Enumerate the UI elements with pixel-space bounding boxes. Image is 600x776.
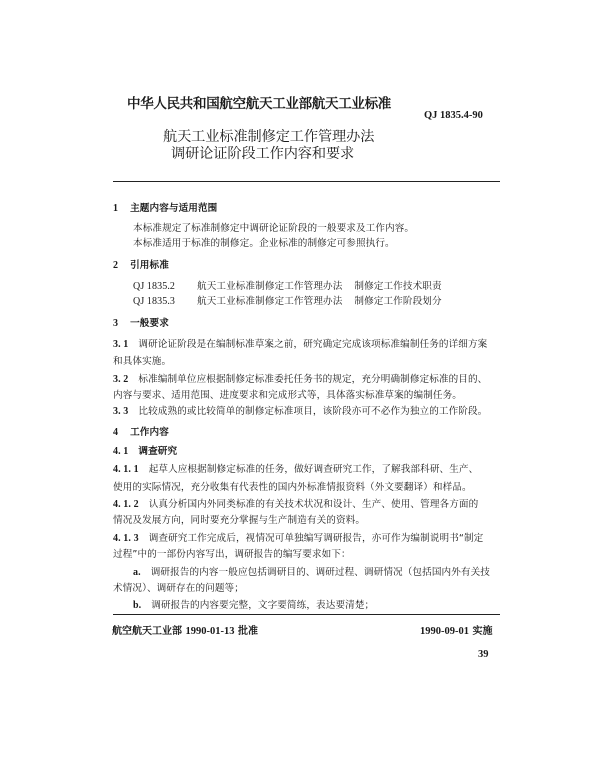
- clause-4-1-3: [113, 533, 498, 545]
- section-title: 工作内容: [130, 427, 169, 438]
- approval-label: 批准: [237, 626, 258, 637]
- clause-text-continued: 使用的实际情况，充分收集有代表性的国内外标准情报资料（外文要翻译）和样品。: [113, 482, 472, 493]
- clause-number: 3. 3: [113, 406, 129, 417]
- effective-date: 1990-09-01: [420, 626, 469, 637]
- subsection-title: 调查研究: [138, 446, 178, 457]
- reference-part: 制修定工作技术职责: [354, 281, 442, 292]
- list-item-text: 调研报告的内容要完整，文字要简练，表达要清楚；: [151, 600, 375, 611]
- clause-text: 认真分析国内外同类标准的有关技术状况和设计、生产、使用、管理各方面的: [148, 499, 479, 510]
- top-divider: [113, 181, 500, 182]
- section-number: 4: [113, 427, 119, 438]
- effective-info: [420, 622, 492, 637]
- section-number: 3: [113, 318, 119, 329]
- document-title-line1: 航天工业标准制修定工作管理办法: [163, 129, 375, 145]
- paragraph: 本标准规定了标准制修定中调研论证阶段的一般要求及工作内容。: [133, 223, 415, 234]
- clause-text: 标准编制单位应根据制修定标准委托任务书的规定，充分明确制修定标准的目的、: [138, 374, 488, 385]
- list-marker: a.: [133, 567, 141, 578]
- clause-3-3: [113, 406, 498, 418]
- page-number: 39: [478, 649, 489, 660]
- clause-number: 3. 1: [113, 339, 129, 350]
- issuing-organization-header: 中华人民共和国航空航天工业部航天工业标准: [127, 96, 391, 112]
- list-item-a: [133, 567, 518, 579]
- clause-text: 起草人应根据制修定标准的任务，做好调查研究工作，了解我部科研、生产、: [148, 464, 479, 475]
- paragraph: 本标准适用于标准的制修定。企业标准的制修定可参照执行。: [133, 238, 395, 249]
- list-item-text: 调研报告的内容一般应包括调研目的、调研过程、调研情况（包括国内外有关技: [150, 567, 490, 578]
- clause-text: 调研论证阶段是在编制标准草案之前，研究确定完成该项标准编制任务的详细方案: [138, 339, 488, 350]
- approval-date: 1990-01-13: [185, 626, 235, 637]
- list-marker: b.: [133, 600, 142, 611]
- reference-code: QJ 1835.2: [133, 281, 176, 292]
- section-3-heading: [113, 318, 498, 330]
- reference-name: 航天工业标准制修定工作管理办法: [197, 296, 343, 307]
- clause-3-2: [113, 374, 498, 386]
- section-2-heading: [113, 260, 498, 272]
- clause-number: 3. 2: [113, 374, 129, 385]
- clause-number: 4. 1. 3: [113, 533, 139, 544]
- clause-number: 4. 1. 2: [113, 499, 139, 510]
- approval-info: [112, 622, 258, 637]
- clause-text-continued: 情况及发展方向，同时要充分掌握与生产制造有关的资料。: [113, 515, 366, 526]
- clause-text-continued: 内容与要求、适用范围、进度要求和完成形式等，具体落实标准草案的编制任务。: [113, 390, 462, 401]
- standard-code: QJ 1835.4-90: [424, 110, 483, 121]
- clause-3-1: [113, 339, 498, 351]
- issuer: 航空航天工业部: [112, 626, 182, 637]
- clause-4-1-2: [113, 499, 498, 511]
- subsection-4-1-heading: [113, 446, 498, 458]
- reference-item: [133, 281, 518, 293]
- clause-text: 比较成熟的或比较简单的制修定标准项目，该阶段亦可不必作为独立的工作阶段。: [138, 406, 488, 417]
- reference-item: [133, 296, 518, 308]
- clause-4-1-1: [113, 464, 498, 476]
- list-item-b: [133, 600, 518, 612]
- clause-text: 调查研究工作完成后，视情况可单独编写调研报告，亦可作为编制说明书“制定: [148, 533, 484, 544]
- reference-part: 制修定工作阶段划分: [354, 296, 442, 307]
- section-title: 一般要求: [130, 318, 169, 329]
- clause-text-continued: 过程”中的一部份内容写出，调研报告的编写要求如下：: [113, 549, 351, 560]
- reference-code: QJ 1835.3: [133, 296, 176, 307]
- clause-number: 4. 1: [113, 446, 129, 457]
- section-title: 引用标准: [130, 260, 169, 271]
- clause-number: 4. 1. 1: [113, 464, 139, 475]
- document-title-line2: 调研论证阶段工作内容和要求: [171, 146, 355, 162]
- section-1-heading: [113, 203, 498, 215]
- section-title: 主题内容与适用范围: [130, 203, 218, 214]
- section-number: 2: [113, 260, 119, 271]
- bottom-divider: [113, 614, 500, 615]
- section-number: 1: [113, 203, 119, 214]
- effective-label: 实施: [472, 626, 493, 637]
- reference-name: 航天工业标准制修定工作管理办法: [197, 281, 343, 292]
- clause-text-continued: 和具体实施。: [113, 356, 172, 367]
- list-item-text-continued: 术情况）、调研存在的问题等；: [113, 583, 244, 594]
- section-4-heading: [113, 427, 498, 439]
